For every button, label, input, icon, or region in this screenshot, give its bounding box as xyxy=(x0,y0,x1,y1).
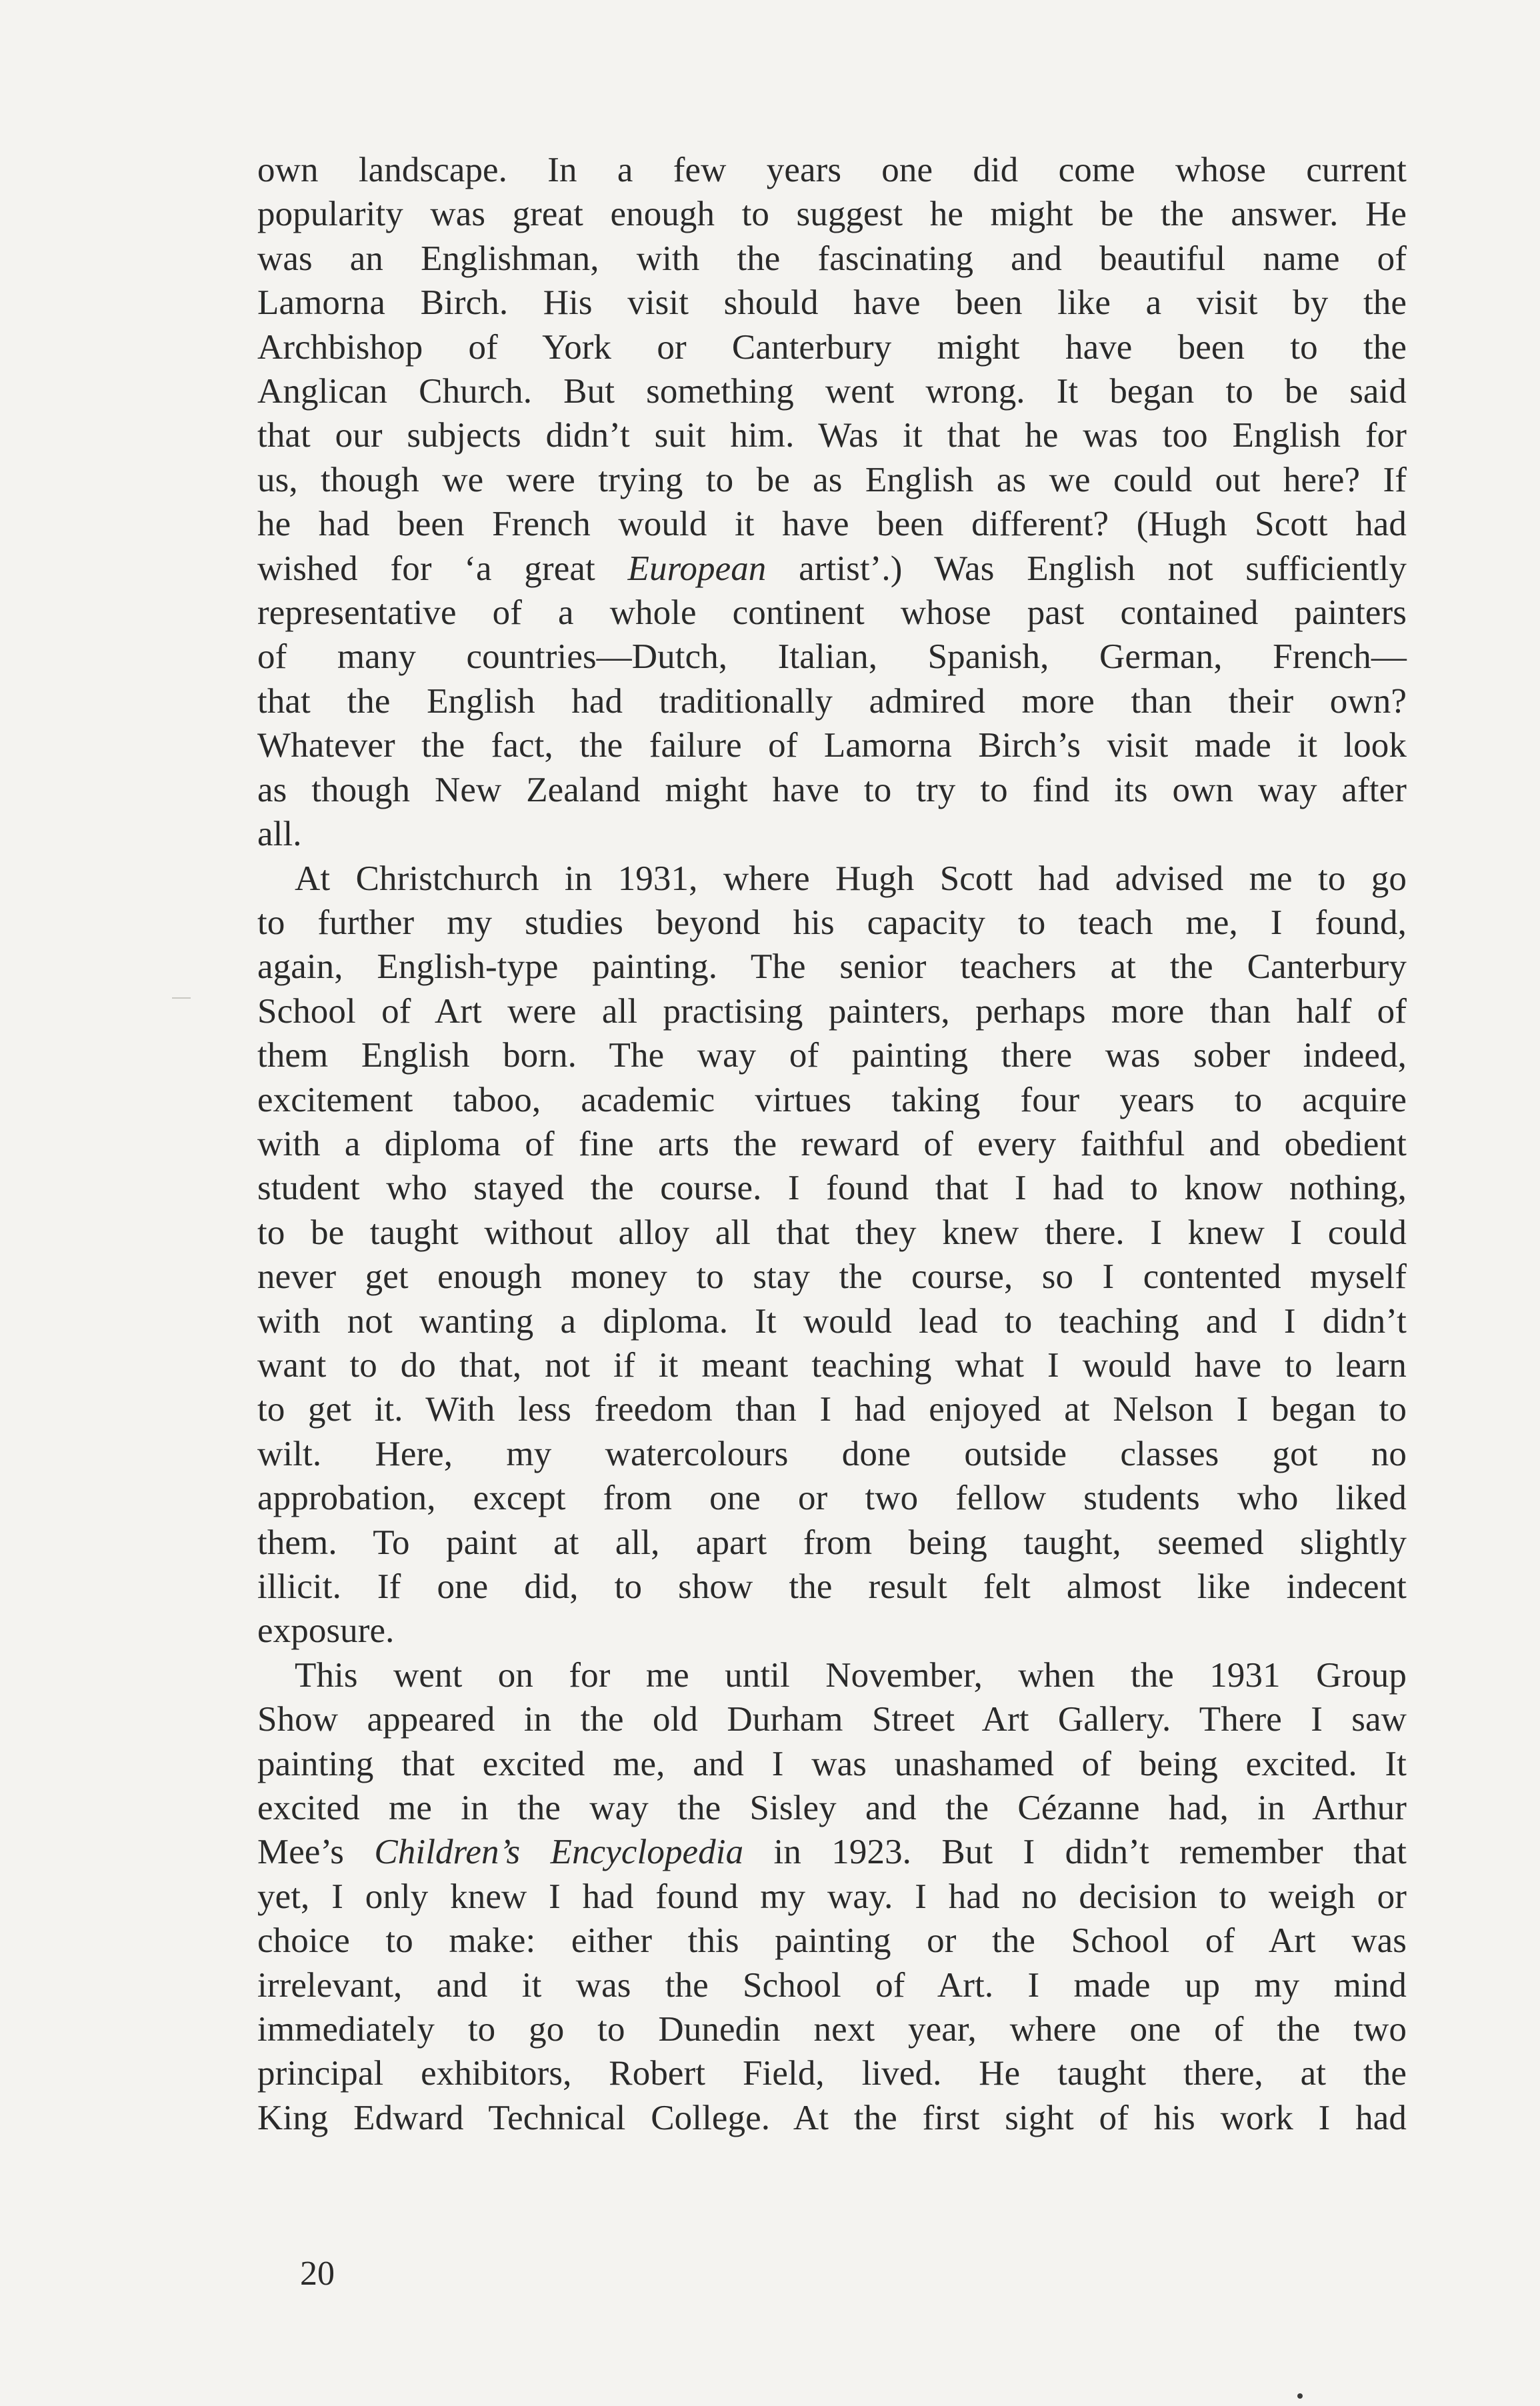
text-line: own landscape. In a few years one did come whose current xyxy=(257,151,1407,189)
text-line: want to do that, not if it meant teaching what I would have to learn xyxy=(257,1345,1407,1385)
text-line: School of Art were all practising painters, perhaps more than half of xyxy=(257,991,1407,1031)
text-line: wilt. Here, my watercolours done outside classes got no xyxy=(257,1434,1407,1473)
text-segment: artist’.) Was English not sufficiently xyxy=(766,549,1407,588)
text-line xyxy=(257,547,1407,591)
text-line: representative of a whole continent whose past contained painters xyxy=(257,593,1407,633)
print-speck xyxy=(1297,2393,1303,2399)
text-line: Whatever the fact, the failure of Lamorna Birch’s visit made it look xyxy=(257,726,1407,765)
text-line: exposure. xyxy=(257,1611,395,1651)
text-line: At Christchurch in 1931, where Hugh Scott had advised me to go xyxy=(295,859,1407,898)
text-segment: wished for ‘a great xyxy=(257,549,628,588)
text-line: of many countries—Dutch, Italian, Spanish, German, French— xyxy=(257,637,1407,677)
text-line: never get enough money to stay the course, so I contented myself xyxy=(257,1257,1407,1297)
text-line xyxy=(257,1830,1407,1874)
margin-mark xyxy=(172,997,191,999)
text-line: that the English had traditionally admired more than their own? xyxy=(257,681,1407,721)
text-line: Anglican Church. But something went wrong. It began to be said xyxy=(257,372,1407,411)
paragraph-2 xyxy=(257,857,1407,1653)
page-number: 20 xyxy=(300,2255,335,2293)
italic-term: European xyxy=(627,549,767,588)
text-line: This went on for me until November, when the 1931 Group xyxy=(295,1655,1407,1695)
body-text xyxy=(257,148,1407,2140)
text-line: again, English-type painting. The senior teachers at the Canterbury xyxy=(257,947,1407,987)
text-line: them English born. The way of painting there was sober indeed, xyxy=(257,1036,1407,1075)
paragraph-3 xyxy=(257,1653,1407,2140)
text-line: all. xyxy=(257,815,302,854)
text-line: to get it. With less freedom than I had enjoyed at Nelson I began to xyxy=(257,1390,1407,1429)
text-line: he had been French would it have been different? (Hugh Scott had xyxy=(257,505,1407,544)
text-line: excitement taboo, academic virtues taking four years to acquire xyxy=(257,1080,1407,1119)
text-line: approbation, except from one or two fellow students who liked xyxy=(257,1479,1407,1518)
text-line: illicit. If one did, to show the result felt almost like indecent xyxy=(257,1567,1407,1606)
text-segment: in 1923. But I didn’t remember that xyxy=(743,1833,1407,1872)
text-line: them. To paint at all, apart from being taught, seemed slightly xyxy=(257,1523,1407,1562)
text-line: that our subjects didn’t suit him. Was it that he was too English for xyxy=(257,416,1407,455)
text-line: us, though we were trying to be as English as we could out here? If xyxy=(257,460,1407,499)
text-line: Lamorna Birch. His visit should have been like a visit by the xyxy=(257,283,1407,323)
text-line: with not wanting a diploma. It would lead to teaching and I didn’t xyxy=(257,1301,1407,1341)
text-line: excited me in the way the Sisley and the Cézanne had, in Arthur xyxy=(257,1789,1407,1828)
text-line: as though New Zealand might have to try to find its own way after xyxy=(257,770,1407,809)
text-line: yet, I only knew I had found my way. I had no decision to weigh or xyxy=(257,1877,1407,1916)
text-line: immediately to go to Dunedin next year, where one of the two xyxy=(257,2010,1407,2049)
text-line: was an Englishman, with the fascinating and beautiful name of xyxy=(257,239,1407,278)
text-line: principal exhibitors, Robert Field, lived. He taught there, at the xyxy=(257,2054,1407,2093)
text-line: to be taught without alloy all that they knew there. I knew I could xyxy=(257,1213,1407,1252)
italic-title: Children’s Encyclopedia xyxy=(374,1833,744,1872)
text-line: choice to make: either this painting or the School of Art was xyxy=(257,1921,1407,1961)
text-line: King Edward Technical College. At the first sight of his work I had xyxy=(257,2098,1407,2137)
paragraph-1 xyxy=(257,148,1407,857)
text-line: popularity was great enough to suggest he might be the answer. He xyxy=(257,195,1407,234)
text-line: student who stayed the course. I found that I had to know nothing, xyxy=(257,1169,1407,1208)
text-line: Archbishop of York or Canterbury might have been to the xyxy=(257,327,1407,367)
text-line: with a diploma of fine arts the reward of every faithful and obedient xyxy=(257,1124,1407,1163)
text-line: irrelevant, and it was the School of Art. I made up my mind xyxy=(257,1965,1407,2005)
text-line: Show appeared in the old Durham Street Art Gallery. There I saw xyxy=(257,1700,1407,1739)
text-line: painting that excited me, and I was unashamed of being excited. It xyxy=(257,1744,1407,1783)
text-line: to further my studies beyond his capacity to teach me, I found, xyxy=(257,903,1407,942)
text-segment: Mee’s xyxy=(257,1833,375,1872)
